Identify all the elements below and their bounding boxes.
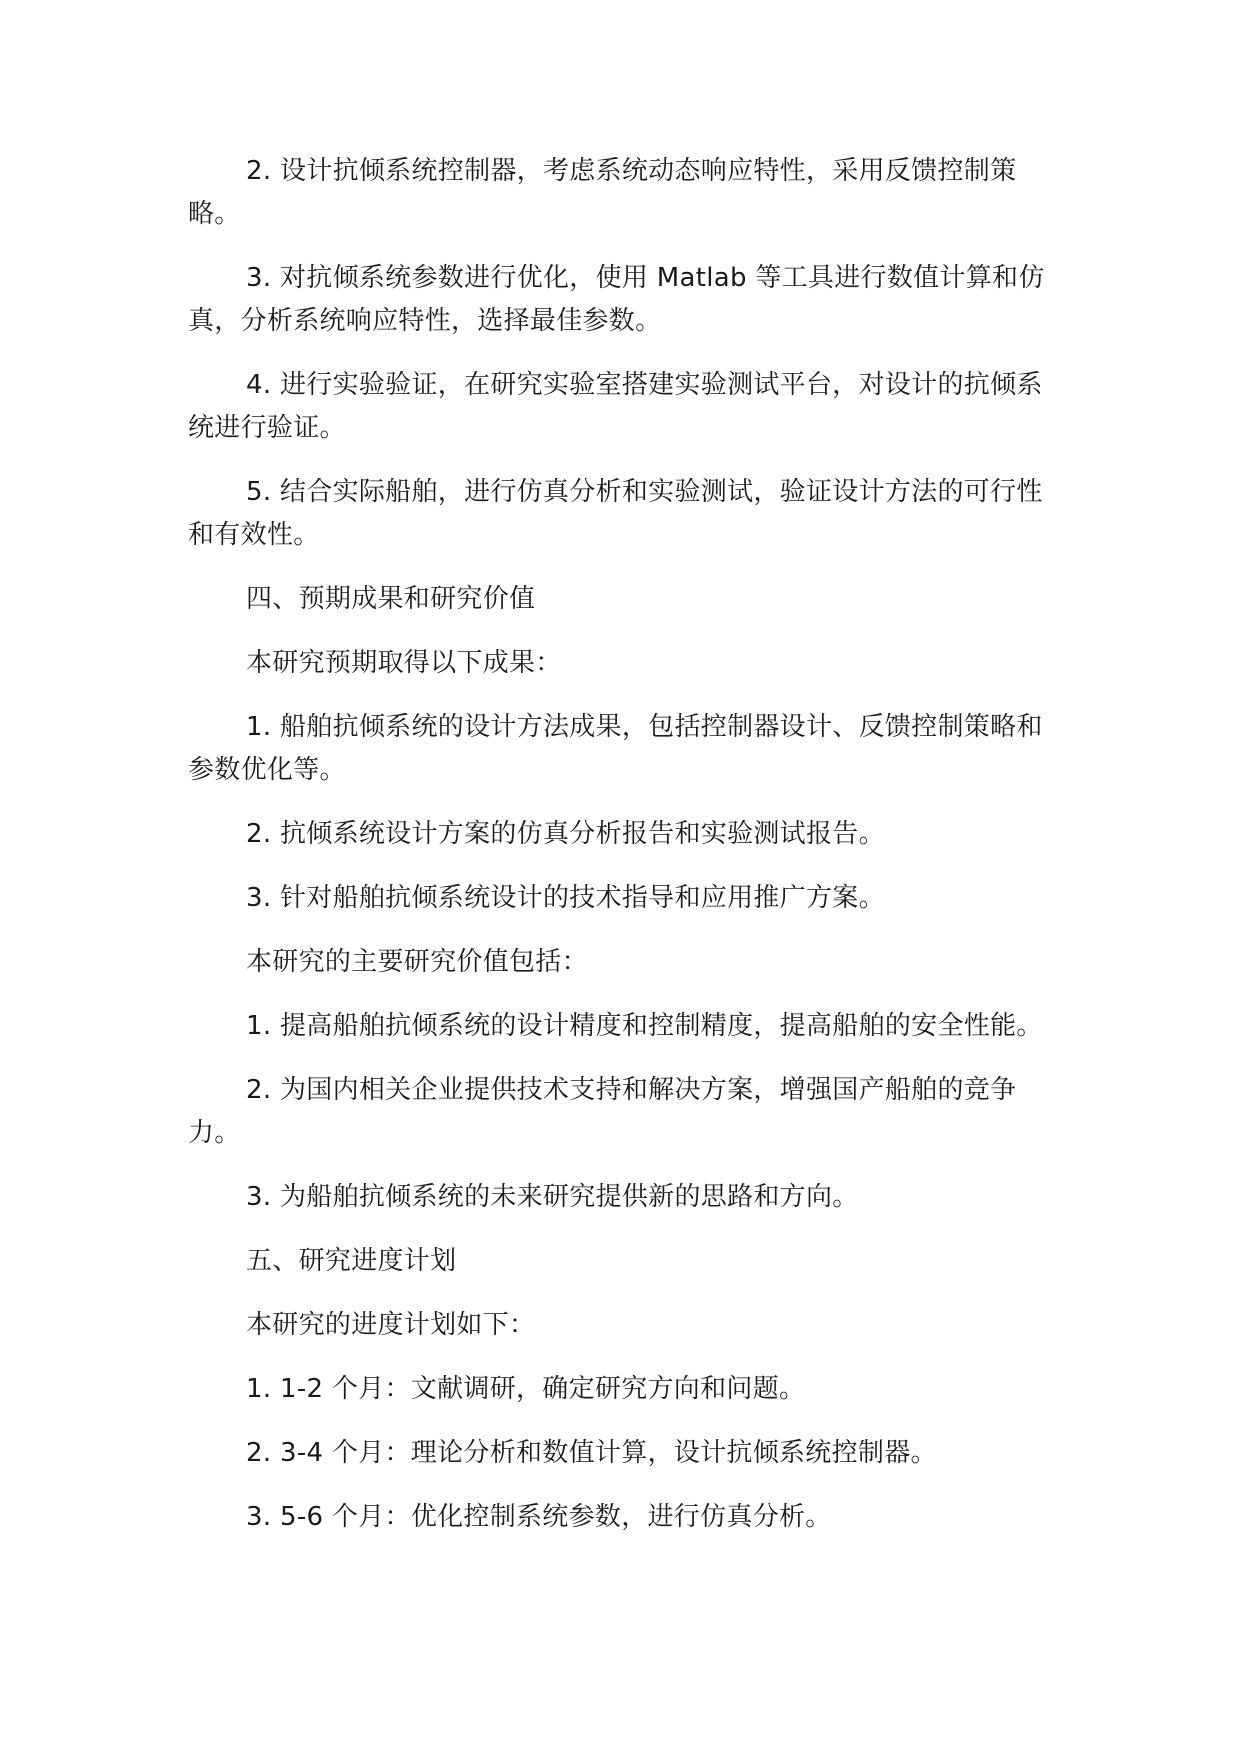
paragraph-step-4: 4. 进行实验验证，在研究实验室搭建实验测试平台，对设计的抗倾系统进行验证。 [188,370,1043,443]
paragraph-value-intro: 本研究的主要研究价值包括： [246,947,588,977]
paragraph-result-2: 2. 抗倾系统设计方案的仿真分析报告和实验测试报告。 [246,819,885,849]
paragraph-value-2: 2. 为国内相关企业提供技术支持和解决方案，增强国产船舶的竞争力。 [188,1075,1017,1148]
paragraph-schedule-intro: 本研究的进度计划如下： [246,1310,536,1340]
paragraph-value-3: 3. 为船舶抗倾系统的未来研究提供新的思路和方向。 [246,1182,859,1212]
paragraph-schedule-1: 1. 1-2 个月：文献调研，确定研究方向和问题。 [246,1374,806,1404]
paragraph-schedule-3: 3. 5-6 个月：优化控制系统参数，进行仿真分析。 [246,1502,832,1532]
paragraph-schedule-2: 2. 3-4 个月：理论分析和数值计算，设计抗倾系统控制器。 [246,1438,937,1468]
paragraph-step-5: 5. 结合实际船舶，进行仿真分析和实验测试，验证设计方法的可行性和有效性。 [188,477,1043,550]
paragraph-step-3: 3. 对抗倾系统参数进行优化，使用 Matlab 等工具进行数值计算和仿真，分析系统响应特性，选择最佳参数。 [188,263,1045,336]
section-heading-expected-results: 四、预期成果和研究价值 [246,584,536,614]
document-body [188,150,1068,1560]
paragraph-value-1: 1. 提高船舶抗倾系统的设计精度和控制精度，提高船舶的安全性能。 [246,1011,1043,1041]
section-heading-schedule: 五、研究进度计划 [246,1246,457,1276]
paragraph-result-3: 3. 针对船舶抗倾系统设计的技术指导和应用推广方案。 [246,883,885,913]
paragraph-step-2: 2. 设计抗倾系统控制器，考虑系统动态响应特性，采用反馈控制策略。 [188,156,1017,229]
paragraph-result-1: 1. 船舶抗倾系统的设计方法成果，包括控制器设计、反馈控制策略和参数优化等。 [188,712,1043,785]
paragraph-results-intro: 本研究预期取得以下成果： [246,648,562,678]
